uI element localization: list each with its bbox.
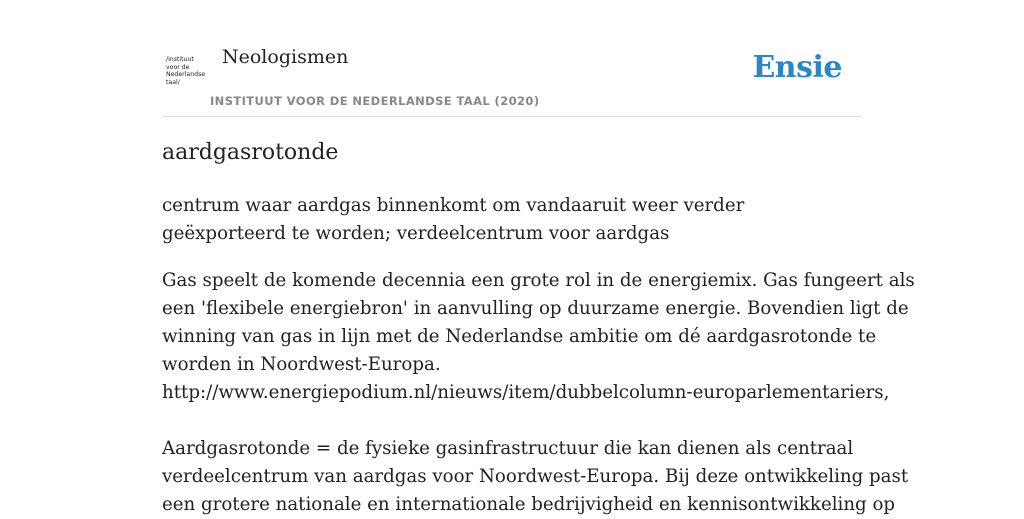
entry-definition: centrum waar aardgas binnenkomt om vandaaruit weer verder geëxporteerd te worden; verdeelcentrum voor aardgas (162, 195, 745, 244)
logo-line: /instituut (166, 56, 194, 63)
ensie-logo[interactable]: Ensie (752, 50, 842, 85)
institute-logo[interactable] (166, 56, 210, 86)
example-line: verdeelcentrum van aardgas voor Noordwest-Europa. Bij deze ontwikkeling past (162, 466, 909, 487)
entry-term: aardgasrotonde (162, 140, 339, 165)
entry-header (162, 0, 862, 117)
example-line: een 'flexibele energiebron' in aanvulling op duurzame energie. Bovendien ligt de (162, 298, 909, 319)
source-label: INSTITUUT VOOR DE NEDERLANDSE TAAL (2020) (210, 94, 540, 108)
entry-card (162, 0, 915, 515)
example-line: Gas speelt de komende decennia een grote rol in de energiemix. Gas fungeert als (162, 270, 915, 291)
entry-example (162, 267, 915, 519)
logo-line: Nederlandse (166, 71, 206, 79)
logo-line: taal/ (166, 78, 180, 86)
example-link[interactable]: http://www.energiepodium.nl/nieuws/item/dubbelcolumn-europarlementariers, (162, 382, 890, 403)
dictionary-name[interactable]: Neologismen (222, 46, 349, 68)
example-blank-line (162, 407, 862, 435)
logo-line: voor de (166, 63, 190, 71)
example-line: worden in Noordwest-Europa. (162, 354, 441, 375)
example-line: winning van gas in lijn met de Nederlandse ambitie om dé aardgasrotonde te (162, 326, 877, 347)
example-line: Aardgasrotonde = de fysieke gasinfrastructuur die kan dienen als centraal (162, 438, 854, 459)
example-line: een grotere nationale en internationale bedrijvigheid en kennisontwikkeling op (162, 494, 896, 515)
